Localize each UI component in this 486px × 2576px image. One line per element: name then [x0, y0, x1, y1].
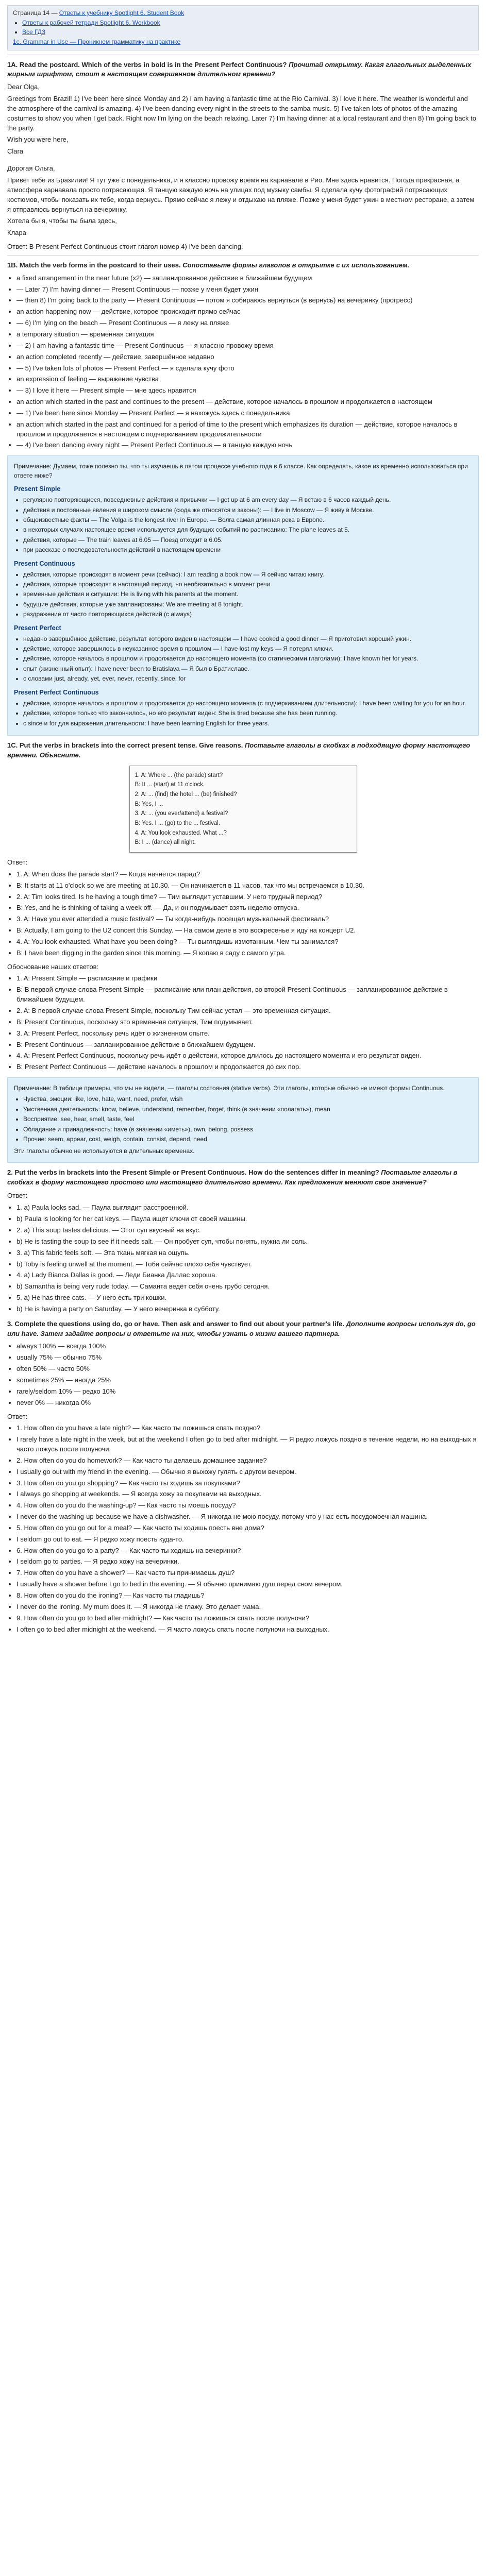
list-item: • 2. a) This soup tastes delicious. — Этот суп вкусный на вкус. [16, 1226, 479, 1235]
task-2-answers [7, 1203, 479, 1314]
breadcrumb-prefix: Страница 14 — [13, 9, 58, 16]
list-item: • an action which started in the past and continues to the present — действие, которое началось в прошлом и продолжается в настоящем [16, 397, 479, 407]
note-list [14, 1095, 472, 1144]
nav-link-all[interactable]: Все ГДЗ [22, 28, 46, 36]
list-item: • b) Samantha is being very rude today. — Саманта ведёт себя очень грубо сегодня. [16, 1282, 479, 1292]
list-item: • an action which started in the past and continued for a period of time to the present which emphasizes its duration — действие, которое началось в прошлом и продолжается в настоящем с подчеркиванием продолжительности [16, 420, 479, 439]
textbook-line: 1. A: Where ... (the parade) start? [135, 772, 223, 778]
task-1b-list [7, 274, 479, 451]
list-item: • sometimes 25% — иногда 25% [16, 1376, 479, 1385]
list-item: • I usually have a shower before I go to bed in the evening. — Я обычно принимаю душ перед сном вечером. [16, 1580, 479, 1589]
list-item: • rarely/seldom 10% — редко 10% [16, 1387, 479, 1397]
list-item: • — 1) I've been here since Monday — Present Perfect — я нахожусь здесь с понедельника [16, 409, 479, 418]
textbook-line: B: I ... (dance) all night. [135, 839, 196, 846]
list-item: • 3. A: Have you ever attended a music festival? — Ты когда-нибудь посещал музыкальный фестиваль? [16, 914, 479, 924]
list-item: • действие, которое только что закончилось, но его результат виден: She is tired because she has been running. [23, 709, 472, 718]
list-item: • B: Present Continuous, поскольку это временная ситуация, Тим подумывает. [16, 1018, 479, 1027]
list-item: • an expression of feeling — выражение чувства [16, 375, 479, 384]
list-item: • always 100% — всегда 100% [16, 1342, 479, 1351]
list-item: • в некоторых случаях настоящее время используется для будущих событий по расписанию: The plane leaves at 5. [23, 526, 472, 534]
list-item: • Умственная деятельность: know, believe, understand, remember, forget, think (в значении «полагать»), mean [23, 1105, 472, 1114]
breadcrumb-link[interactable]: Ответы к учебнику Spotlight 6. Student Book [59, 9, 185, 16]
nav-list [13, 19, 473, 37]
task-3-title-en: 3. Complete the questions using do, go or have. Then ask and answer to find out about your partner's life. [7, 1319, 344, 1328]
list-item: • при рассказе о последовательности действий в настоящем времени [23, 546, 472, 554]
list-item: • 4. A: You look exhausted. What have you been doing? — Ты выглядишь измотанным. Чем ты занимался? [16, 937, 479, 947]
textbook-line: 4. A: You look exhausted. What ...? [135, 829, 227, 836]
postcard-signature: Clara [7, 147, 24, 156]
task-1c-title-ru: Поставьте глаголы в скобках в подходящую форму настоящего времени. Объясните. [7, 741, 471, 759]
list-item: • 3. How often do you go shopping? — Как часто ты ходишь за покупками? [16, 1479, 479, 1488]
task-1c-title-en: 1C. Put the verbs in brackets into the correct present tense. Give reasons. [7, 741, 243, 749]
list-item: • often 50% — часто 50% [16, 1364, 479, 1374]
list-item: • an action happening now — действие, которое происходит прямо сейчас [16, 307, 479, 317]
list-item: • I often go to bed after midnight at the weekend. — Я часто ложусь спать после полуночи на выходных. [16, 1625, 479, 1635]
list-item: • 7. How often do you have a shower? — Как часто ты принимаешь душ? [16, 1568, 479, 1578]
theory-pc-list [14, 570, 472, 619]
list-item: • b) He is tasting the soup to see if it needs salt. — Он пробует суп, чтобы понять, нужна ли соль. [16, 1237, 479, 1247]
list-item: • с since и for для выражения длительности: I have been learning English for three years. [23, 719, 472, 728]
task-3-title-ru: Дополните вопросы используя do, go или have. Затем задайте вопросы и ответьте на них, чтобы узнать о жизни вашего партнера. [7, 1319, 476, 1337]
list-item: • I usually go out with my friend in the evening. — Обычно я выхожу гулять с другом вечером. [16, 1467, 479, 1477]
task-1c-answer-label: Ответ: [7, 858, 28, 867]
nav-item [22, 19, 473, 27]
frequency-list [7, 1342, 479, 1408]
list-item: • I rarely have a late night in the week, but at the weekend I often go to bed after midnight. — Я редко ложусь поздно в течение недели, но на выходных я часто ложусь после полуночи. [16, 1435, 479, 1454]
list-item: • a fixed arrangement in the near future (x2) — запланированное действие в ближайшем будущем [16, 274, 479, 283]
list-item: • never 0% — никогда 0% [16, 1398, 479, 1408]
task-1b-title-en: 1B. Match the verb forms in the postcard to their uses. [7, 261, 181, 269]
list-item: • 2. A: В первой случае слова Present Simple, поскольку Тим сейчас устал — это временная ситуация. [16, 1006, 479, 1016]
textbook-line: 2. A: ... (find) the hotel ... (be) finished? [135, 791, 237, 798]
navigation-box [7, 5, 479, 50]
list-item: • действия, которые происходят в настоящий период, но необязательно в момент речи [23, 580, 472, 589]
list-item: • 1. How often do you have a late night? — Как часто ты ложишься спать поздно? [16, 1423, 479, 1433]
list-item: • I always go shopping at weekends. — Я всегда хожу за покупками на выходных. [16, 1489, 479, 1499]
list-item: • B: В первой случае слова Present Simple — расписание или план действия, во второй Present Continuous — запланированное действие в ближайшем будущем. [16, 985, 479, 1005]
theory-ppc-title: Present Perfect Continuous [14, 688, 99, 696]
list-item: • действие, которое началось в прошлом и продолжается до настоящего момента (со статическими глаголами): I have known her for years. [23, 654, 472, 663]
postcard-greeting: Dear Olga, [7, 83, 40, 91]
task-1c-explain [7, 974, 479, 1072]
textbook-line: 3. A: ... (you ever/attend) a festival? [135, 810, 228, 817]
textbook-excerpt [129, 766, 357, 853]
list-item: • — 3) I love it here — Present simple — мне здесь нравится [16, 386, 479, 396]
section-link[interactable]: 1c. Grammar in Use — Проникнем грамматику на практике [13, 38, 181, 46]
theory-pp-title: Present Perfect [14, 624, 61, 632]
list-item: • Прочие: seem, appear, cost, weigh, contain, consist, depend, need [23, 1135, 472, 1144]
list-item: • 5. a) He has three cats. — У него есть три кошки. [16, 1293, 479, 1303]
task-2-title-en: 2. Put the verbs in brackets into the Present Simple or Present Continuous. How do the sentences differ in meaning? [7, 1168, 379, 1176]
breadcrumb [13, 9, 473, 18]
list-item: • 8. How often do you do the ironing? — Как часто ты гладишь? [16, 1591, 479, 1601]
task-1b-title-ru: Сопоставьте формы глаголов в открытке с их использованием. [182, 261, 410, 269]
list-item: • I seldom go out to eat. — Я редко хожу поесть куда-то. [16, 1535, 479, 1545]
task-1a-answer: Ответ: В Present Perfect Continuous стоит глагол номер 4) I've been dancing. [7, 243, 243, 251]
list-item: • 4. How often do you do the washing-up? — Как часто ты моешь посуду? [16, 1501, 479, 1511]
postcard-wish: Wish you were here, [7, 135, 69, 144]
postcard-wish-ru: Хотела бы я, чтобы ты была здесь, [7, 217, 117, 225]
note-text: Примечание: В таблице примеры, что мы не видели, — глаголы состояния (stative verbs). Эти глаголы, которые обычно не имеют формы Continuous. [14, 1084, 445, 1092]
list-item: • Обладание и принадлежность: have (в значении «иметь»), own, belong, possess [23, 1125, 472, 1134]
list-item: • недавно завершённое действие, результат которого виден в настоящем — I have cooked a good dinner — Я приготовил хороший ужин. [23, 635, 472, 643]
list-item: • 3. A: Present Perfect, поскольку речь идёт о жизненном опыте. [16, 1029, 479, 1039]
postcard-signature-ru: Клара [7, 229, 26, 237]
list-item: • будущие действия, которые уже запланированы: We are meeting at 8 tonight. [23, 600, 472, 609]
task-2-title [7, 1168, 479, 1188]
stative-verbs-note [7, 1077, 479, 1163]
list-item: • регулярно повторяющиеся, повседневные действия и привычки — I get up at 6 am every day — Я встаю в 6 часов каждый день. [23, 496, 472, 504]
list-item: • 3. a) This fabric feels soft. — Эта ткань мягкая на ощупь. [16, 1248, 479, 1258]
list-item: • — 5) I've taken lots of photos — Present Perfect — я сделала кучу фото [16, 364, 479, 374]
postcard-body-ru: Привет тебе из Бразилии! Я тут уже с понедельника, и я классно провожу время на карнавале в Рио. Мне здесь нравится. Погода прекрасная, а атмосфера карнавала просто потрясающая. Я танцую каждую ночь на улицах под музыку самбы. Я сделала кучу фотографий потрясающих костюмов, чтобы показать их тебе, когда вернусь. Прямо сейчас я лежу и отдыхаю на пляже. Позже у меня будет ужин в местном ресторане, а затем я отправлюсь вернуться на вечеринку. [7, 176, 475, 213]
list-item: • — 4) I've been dancing every night — Present Perfect Continuous — я танцую каждую ночь [16, 440, 479, 450]
list-item: • опыт (жизненный опыт): I have never been to Bratislava — Я был в Братиславе. [23, 665, 472, 673]
textbook-line: B: Yes, I ... [135, 801, 163, 807]
list-item: • I never do the washing-up because we have a dishwasher. — Я никогда не мою посуду, потому что у нас есть посудомоечная машина. [16, 1512, 479, 1522]
task-3-answers [7, 1423, 479, 1634]
list-item: • 4. A: Present Perfect Continuous, поскольку речь идёт о действии, которое длилось до настоящего момента и его результат виден. [16, 1051, 479, 1061]
task-2-title-ru: Поставьте глаголы в скобках в форму настоящего простого или настоящего длительного времени. Как предложения меняют свое значение? [7, 1168, 458, 1186]
list-item: • B: Present Perfect Continuous — действие началось в прошлом и продолжается до сих пор. [16, 1062, 479, 1072]
list-item: • an action completed recently — действие, завершённое недавно [16, 352, 479, 362]
list-item: • действия, которые происходят в момент речи (сейчас): I am reading a book now — Я сейчас читаю книгу. [23, 570, 472, 579]
textbook-line: B: It ... (start) at 11 o'clock. [135, 782, 205, 788]
list-item: • B: Present Continuous — запланированное действие в ближайшем будущем. [16, 1040, 479, 1050]
list-item: • действия, которые — The train leaves at 6.05 — Поезд отходит в 6.05. [23, 536, 472, 545]
list-item: • с словами just, already, yet, ever, never, recently, since, for [23, 674, 472, 683]
textbook-line: B: Yes. I ... (go) to the ... festival. [135, 820, 221, 826]
task-1a-title [7, 60, 479, 80]
task-3-answer-label: Ответ: [7, 1412, 28, 1420]
list-item: • B: It starts at 11 o'clock so we are meeting at 10.30. — Он начинается в 11 часов, так что мы встречаемся в 10.30. [16, 881, 479, 891]
list-item: • I seldom go to parties. — Я редко хожу на вечеринки. [16, 1557, 479, 1567]
list-item: • b) Paula is looking for her cat keys. — Паула ищет ключи от своей машины. [16, 1214, 479, 1224]
task-1a-title-en: 1A. Read the postcard. Which of the verbs in bold is in the Present Perfect Continuous? [7, 60, 287, 69]
theory-ps-list [14, 496, 472, 554]
list-item: • B: Actually, I am going to the U2 concert this Sunday. — На самом деле в это воскресенье я иду на концерт U2. [16, 926, 479, 936]
postcard-greeting-ru: Дорогая Ольга, [7, 164, 55, 173]
list-item: • 2. A: Tim looks tired. Is he having a tough time? — Тим выглядит уставшим. У него трудный период? [16, 892, 479, 902]
list-item: • I never do the ironing. My mum does it. — Я никогда не глажу. Это делает мама. [16, 1602, 479, 1612]
list-item: • 9. How often do you go to bed after midnight? — Как часто ты ложишься спать после полуночи? [16, 1614, 479, 1623]
list-item: • b) He is having a party on Saturday. — У него вечеринка в субботу. [16, 1304, 479, 1314]
theory-intro: Примечание: Думаем, тоже полезно ты, что ты изучаешь в пятом процессе учебного года в 6 классе. Как определять, какое из временно использоваться при ответе ниже? [14, 463, 468, 479]
list-item: • B: Yes, and he is thinking of taking a week off. — Да, и он подумывает взять неделю отпуска. [16, 903, 479, 913]
list-item: • действие, которое завершилось в неуказанное время в прошлом — I have lost my keys — Я потерял ключи. [23, 645, 472, 653]
list-item: • usually 75% — обычно 75% [16, 1353, 479, 1363]
list-item: • b) Toby is feeling unwell at the moment. — Тоби сейчас плохо себя чувствует. [16, 1260, 479, 1269]
list-item: • действие, которое началось в прошлом и продолжается до настоящего момента (с подчеркиванием длительности): I have been waiting for you for an hour. [23, 699, 472, 708]
theory-pc-title: Present Continuous [14, 560, 75, 567]
list-item: • 5. How often do you go out for a meal? — Как часто ты ходишь поесть вне дома? [16, 1523, 479, 1533]
list-item: • 1. a) Paula looks sad. — Паула выглядит расстроенной. [16, 1203, 479, 1213]
list-item: • — 6) I'm lying on the beach — Present Continuous — я лежу на пляже [16, 318, 479, 328]
list-item: • Чувства, эмоции: like, love, hate, want, need, prefer, wish [23, 1095, 472, 1104]
list-item: • B: I have been digging in the garden since this morning. — Я копаю в саду с самого утра. [16, 948, 479, 958]
list-item: • a temporary situation — временная ситуация [16, 330, 479, 340]
task-2-answer-label: Ответ: [7, 1192, 28, 1200]
divider [7, 255, 479, 256]
theory-ppc-list [14, 699, 472, 728]
theory-pp-list [14, 635, 472, 684]
list-item: • раздражение от часто повторяющихся действий (с always) [23, 610, 472, 619]
task-1c-title [7, 741, 479, 760]
list-item: • временные действия и ситуации: He is living with his parents at the moment. [23, 590, 472, 599]
list-item: • 1. A: Present Simple — расписание и графики [16, 974, 479, 984]
task-1c-answers [7, 870, 479, 958]
list-item: • 6. How often do you go to a party? — Как часто ты ходишь на вечеринки? [16, 1546, 479, 1556]
task-1a-title-ru: Прочитай открытку. Какая глагольных выделенных жирным шрифтом, стоит в настоящем совершенном длительном времени? [7, 60, 472, 78]
task-1c-explain-title: Обоснование наших ответов: [7, 962, 99, 971]
nav-link-workbook[interactable]: Ответы к рабочей тетради Spotlight 6. Workbook [22, 19, 160, 27]
theory-box [7, 455, 479, 736]
list-item: • — 2) I am having a fantastic time — Present Continuous — я классно провожу время [16, 341, 479, 351]
postcard-body: Greetings from Brazil! 1) I've been here since Monday and 2) I am having a fantastic time at the Rio Carnival. 3) I love it here. The weather is wonderful and the atmosphere of the carnival is amazing. 4) I've been dancing every night in the streets to the samba music. 5) I've taken lots of photos of the amazing costumes to show you when I get back. Right now I'm lying on the beach relaxing. Later 7) I'm having dinner at a local restaurant and then 8) I'm going back to the party. [7, 95, 477, 132]
nav-item [22, 28, 473, 37]
list-item: • — Later 7) I'm having dinner — Present Continuous — позже у меня будет ужин [16, 285, 479, 295]
theory-ps-title: Present Simple [14, 485, 61, 493]
list-item: • общеизвестные факты — The Volga is the longest river in Europe. — Волга самая длинная река в Европе. [23, 516, 472, 524]
list-item: • Восприятие: see, hear, smell, taste, feel [23, 1115, 472, 1124]
list-item: • — then 8) I'm going back to the party — Present Continuous — потом я собираюсь вернуться (в вернусь) на вечеринку (прогресс) [16, 296, 479, 306]
task-1b-title [7, 261, 479, 270]
list-item: • 2. How often do you do homework? — Как часто ты делаешь домашнее задание? [16, 1456, 479, 1466]
task-3-title [7, 1319, 479, 1339]
list-item: • 4. a) Lady Bianca Dallas is good. — Леди Бианка Даллас хороша. [16, 1270, 479, 1280]
list-item: • действия и постоянные явления в широком смысле (сюда же относятся и законы): — I live in Moscow — Я живу в Москве. [23, 506, 472, 515]
note-footer: Эти глаголы обычно не используются в длительных временах. [14, 1147, 195, 1155]
list-item: • 1. A: When does the parade start? — Когда начнется парад? [16, 870, 479, 879]
